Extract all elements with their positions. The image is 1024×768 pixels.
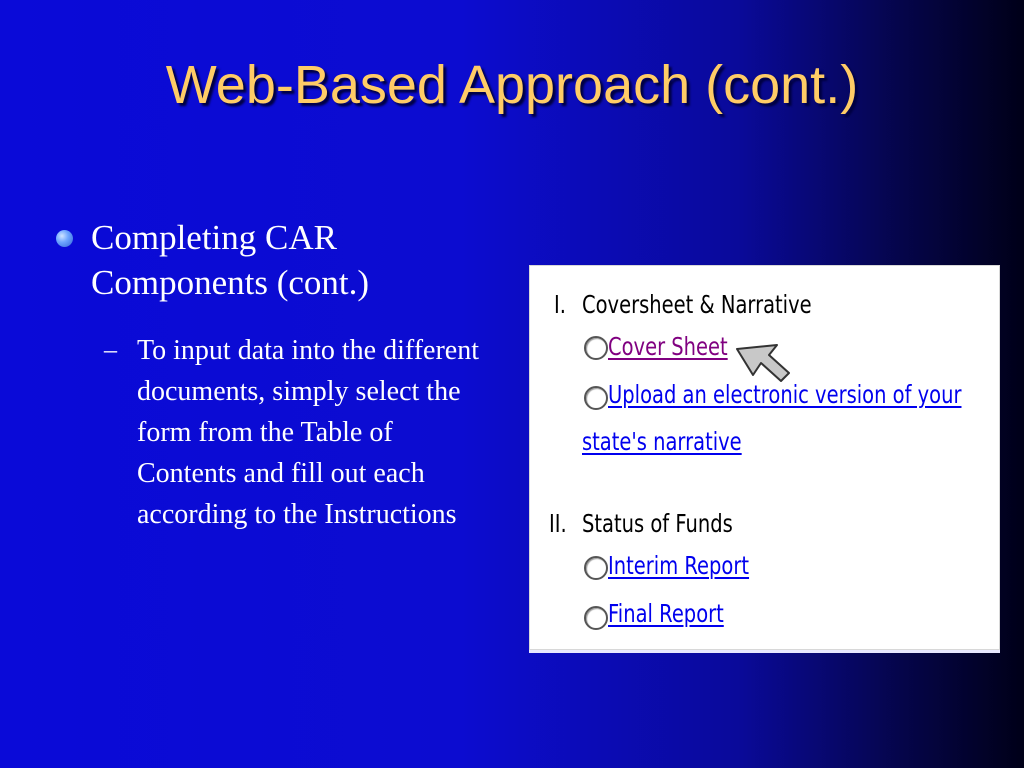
upload-narrative-link[interactable]: Upload an electronic version of your [608,380,962,409]
main-bullet-text: Completing CAR Components (cont.) [91,218,370,302]
interim-report-radio[interactable] [584,556,608,580]
section-2-number: II. [549,509,567,538]
cover-sheet-radio[interactable] [584,336,608,360]
final-report-link[interactable]: Final Report [608,599,724,628]
sub-bullet-dash: – [104,335,117,364]
slide-title: Web-Based Approach (cont.) [165,55,859,115]
bullet-dot-icon [56,230,73,247]
interim-report-link[interactable]: Interim Report [608,551,750,580]
section-1-number: I. [554,290,566,319]
cover-sheet-link[interactable]: Cover Sheet [608,332,728,361]
upload-narrative-radio[interactable] [584,386,608,410]
final-report-radio[interactable] [584,606,608,630]
sub-bullet-text: To input data into the different documents, simply select the form from the Table of Contents and fill out each according to the Instructions [137,335,479,530]
section-2-title: Status of Funds [582,509,733,538]
mouse-pointer-icon [733,335,793,385]
table-of-contents-screenshot [529,265,1000,650]
section-1-title: Coversheet & Narrative [582,290,812,319]
upload-narrative-link-continued[interactable]: state's narrative [582,427,742,456]
